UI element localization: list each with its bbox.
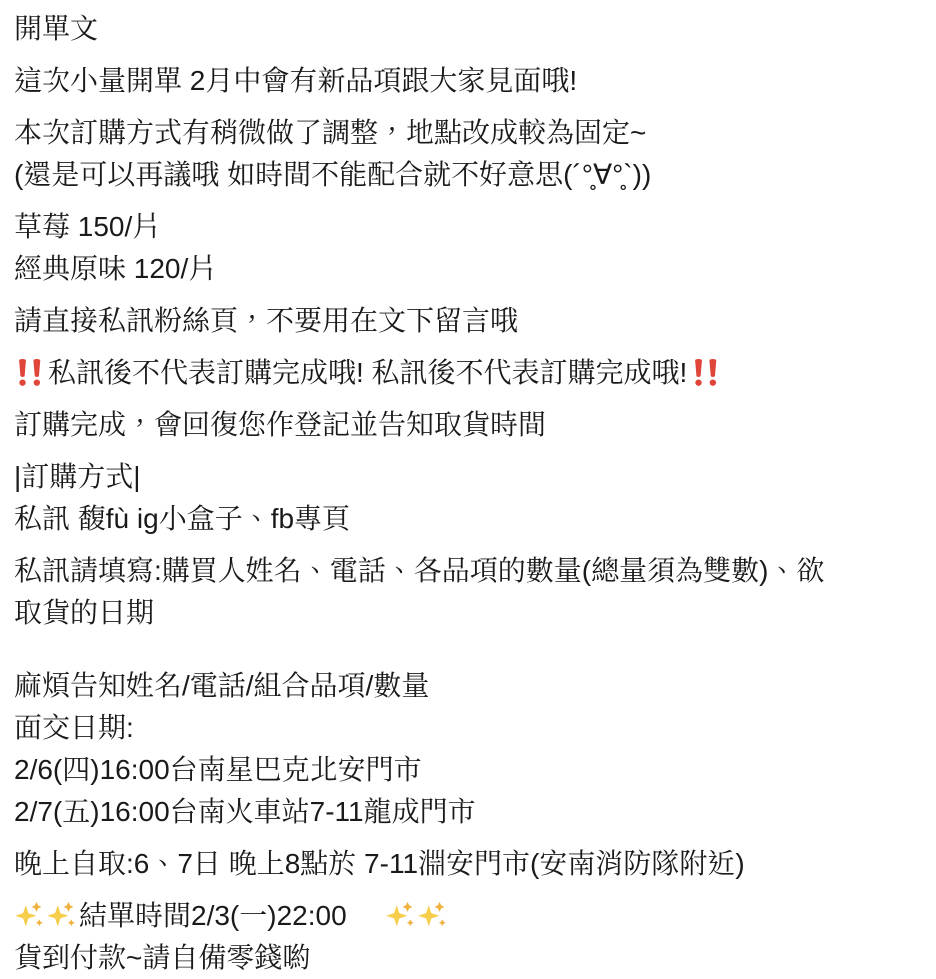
adjustment-paragraph	[14, 112, 922, 196]
order-method-header: |訂購方式|	[14, 461, 141, 492]
post-title: 開單文	[14, 13, 99, 44]
warning-paragraph	[14, 352, 922, 394]
price-classic: 經典原味 120/片	[14, 253, 217, 284]
sparkles-icon	[46, 900, 76, 930]
sparkles-group	[385, 900, 447, 931]
double-exclamation-icon	[14, 358, 45, 387]
intro-paragraph	[14, 60, 922, 102]
deadline-paragraph	[14, 895, 922, 979]
order-method-paragraph	[14, 456, 922, 540]
price-list	[14, 206, 922, 290]
adjustment-note-kaomoji: (還是可以再議哦 如時間不能配合就不好意思(´°̥∀°̥`))	[14, 159, 652, 190]
form-request-paragraph	[14, 550, 922, 634]
meet-date-label: 面交日期:	[14, 712, 134, 743]
sparkles-icon	[385, 900, 415, 930]
warning-text: 私訊後不代表訂購完成哦! 私訊後不代表訂購完成哦!	[48, 357, 688, 388]
dm-request-paragraph	[14, 300, 922, 342]
price-strawberry: 草莓 150/片	[14, 211, 161, 242]
dm-request-line: 請直接私訊粉絲頁，不要用在文下留言哦	[14, 305, 519, 336]
night-pickup-line: 晚上自取:6、7日 晚上8點於 7-11淵安門市(安南消防隊附近)	[14, 848, 745, 879]
form-request-line2: 取貨的日期	[14, 597, 155, 628]
pickup-info-request: 麻煩告知姓名/電話/組合品項/數量	[14, 670, 430, 701]
confirmation-paragraph	[14, 404, 922, 446]
meet-date-1: 2/6(四)16:00台南星巴克北安門市	[14, 754, 422, 785]
payment-line: 貨到付款~請自備零錢喲	[14, 942, 311, 973]
sparkles-icon	[417, 900, 447, 930]
meet-date-2: 2/7(五)16:00台南火車站7-11龍成門市	[14, 796, 476, 827]
warning-line	[14, 352, 922, 394]
confirmation-line: 訂購完成，會回復您作登記並告知取貨時間	[14, 409, 547, 440]
sparkles-group	[14, 900, 76, 931]
night-pickup-paragraph	[14, 843, 922, 885]
deadline-line	[14, 895, 922, 937]
adjustment-line: 本次訂購方式有稍微做了調整，地點改成較為固定~	[14, 117, 647, 148]
double-exclamation-icon	[690, 358, 721, 387]
form-request-line1: 私訊請填寫:購買人姓名、電話、各品項的數量(總量須為雙數)、欲	[14, 555, 825, 586]
pickup-paragraph	[14, 665, 922, 833]
order-method-channels: 私訊 馥fù ig小盒子、fb專頁	[14, 503, 351, 534]
title-paragraph	[14, 8, 922, 50]
sparkles-icon	[14, 900, 44, 930]
deadline-text: 結單時間2/3(一)22:00	[79, 900, 347, 931]
blank-line	[14, 644, 922, 665]
intro-line: 這次小量開單 2月中會有新品項跟大家見面哦!	[14, 65, 578, 96]
